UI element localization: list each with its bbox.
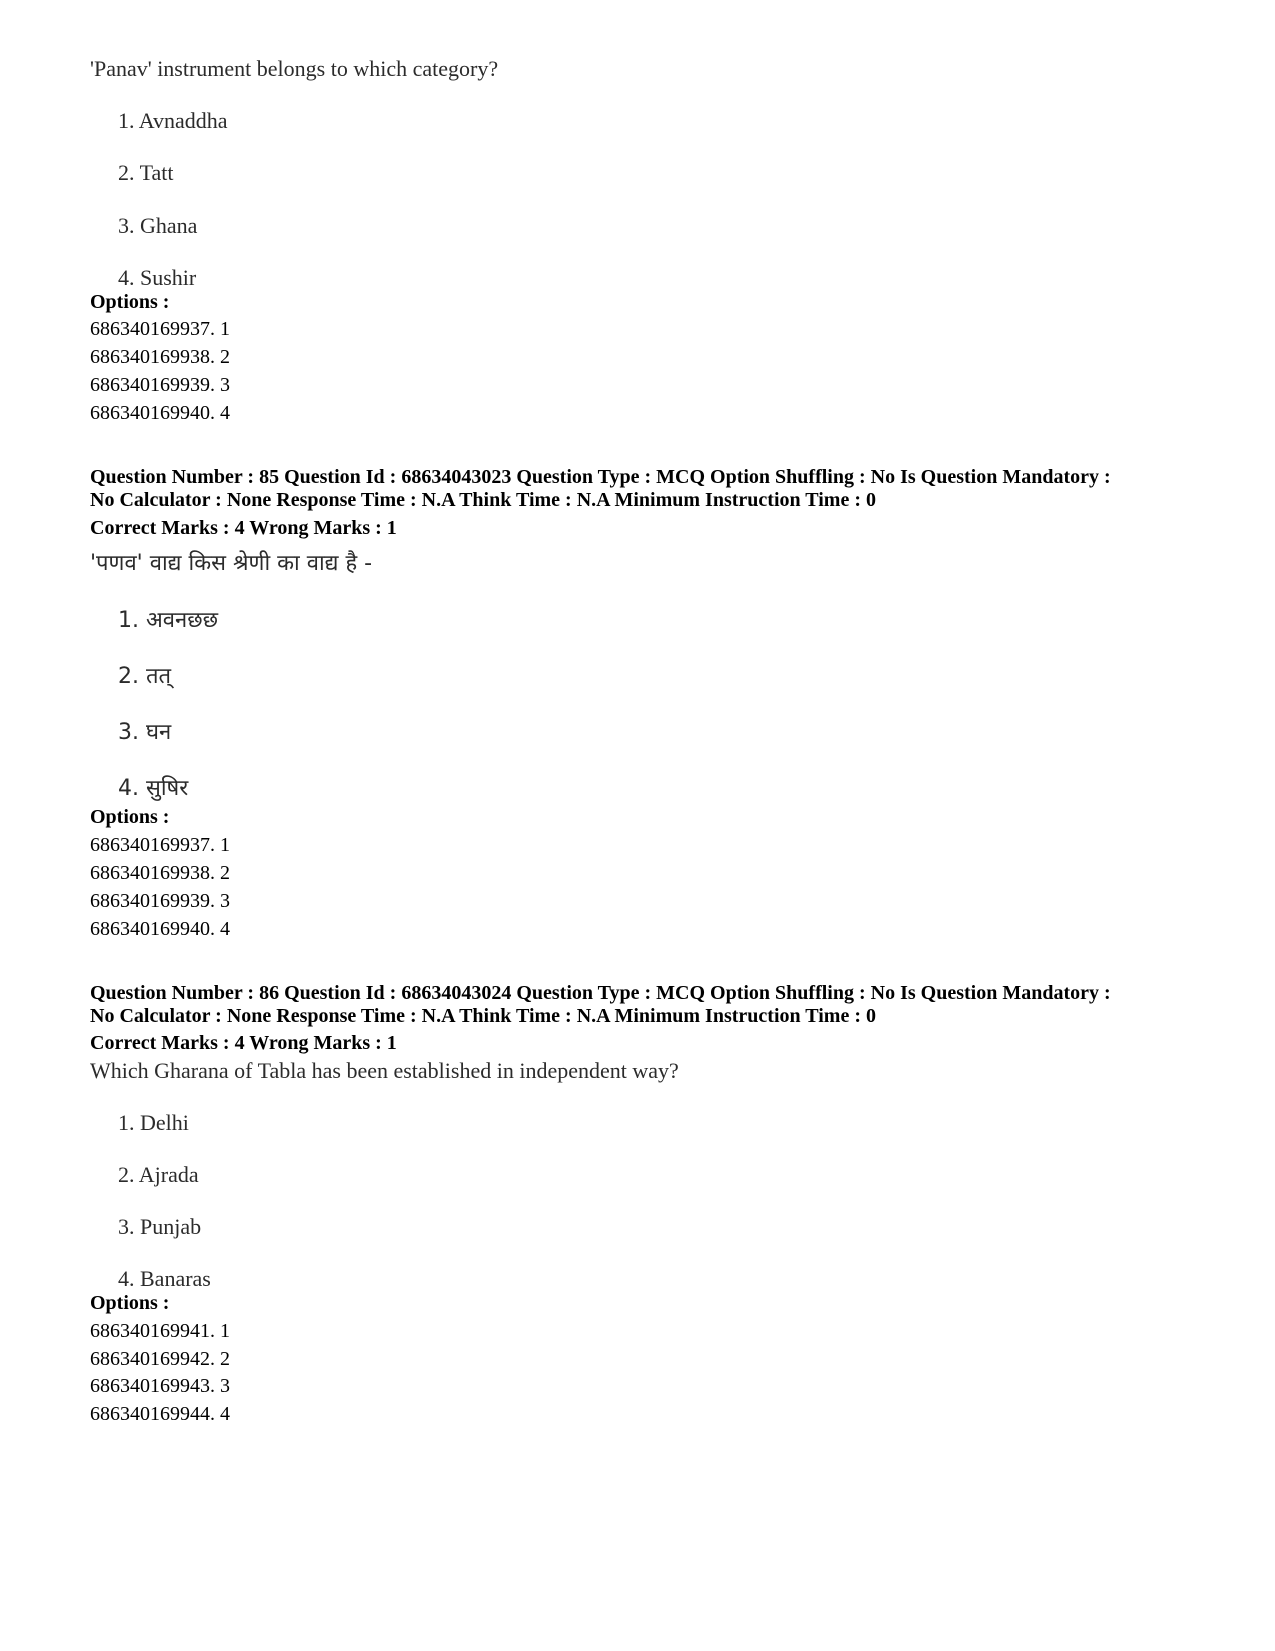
options-label: Options : xyxy=(90,1292,170,1314)
option-id-3: 686340169939. 3 xyxy=(90,374,230,396)
question-text: 'पणव' वाद्य किस श्रेणी का वाद्य है - xyxy=(90,551,373,576)
option-id-2: 686340169938. 2 xyxy=(90,346,230,368)
choice-4: 4. Banaras xyxy=(118,1266,211,1291)
option-id-4: 686340169940. 4 xyxy=(90,918,230,940)
question-meta-line-2: No Calculator : None Response Time : N.A Think Time : N.A Minimum Instruction Time : 0 xyxy=(90,489,876,511)
marks-line: Correct Marks : 4 Wrong Marks : 1 xyxy=(90,517,397,539)
choice-3: 3. Ghana xyxy=(118,213,198,238)
option-id-3: 686340169943. 3 xyxy=(90,1375,230,1397)
option-id-2: 686340169938. 2 xyxy=(90,862,230,884)
choice-1: 1. अवनछछ xyxy=(118,608,219,633)
option-id-1: 686340169937. 1 xyxy=(90,318,230,340)
option-id-3: 686340169939. 3 xyxy=(90,890,230,912)
options-label: Options : xyxy=(90,806,170,828)
choice-4: 4. सुषिर xyxy=(118,776,189,801)
option-id-4: 686340169940. 4 xyxy=(90,402,230,424)
choice-1: 1. Delhi xyxy=(118,1110,189,1135)
question-text: 'Panav' instrument belongs to which category? xyxy=(90,56,499,81)
options-label: Options : xyxy=(90,291,170,313)
question-meta-line-1: Question Number : 86 Question Id : 68634043024 Question Type : MCQ Option Shuffling : No Is Question Mandatory : xyxy=(90,982,1111,1004)
choice-3: 3. Punjab xyxy=(118,1214,202,1239)
option-id-4: 686340169944. 4 xyxy=(90,1403,230,1425)
choice-3: 3. घन xyxy=(118,720,172,745)
choice-2: 2. Ajrada xyxy=(118,1162,199,1187)
choice-4: 4. Sushir xyxy=(118,265,197,290)
question-meta-line-1: Question Number : 85 Question Id : 68634043023 Question Type : MCQ Option Shuffling : No Is Question Mandatory : xyxy=(90,466,1111,488)
option-id-1: 686340169941. 1 xyxy=(90,1320,230,1342)
question-meta-line-2: No Calculator : None Response Time : N.A Think Time : N.A Minimum Instruction Time : 0 xyxy=(90,1005,876,1027)
choice-2: 2. Tatt xyxy=(118,160,174,185)
question-text: Which Gharana of Tabla has been established in independent way? xyxy=(90,1058,679,1083)
option-id-2: 686340169942. 2 xyxy=(90,1348,230,1370)
option-id-1: 686340169937. 1 xyxy=(90,834,230,856)
marks-line: Correct Marks : 4 Wrong Marks : 1 xyxy=(90,1032,397,1054)
choice-1: 1. Avnaddha xyxy=(118,108,228,133)
choice-2: 2. तत् xyxy=(118,664,172,689)
